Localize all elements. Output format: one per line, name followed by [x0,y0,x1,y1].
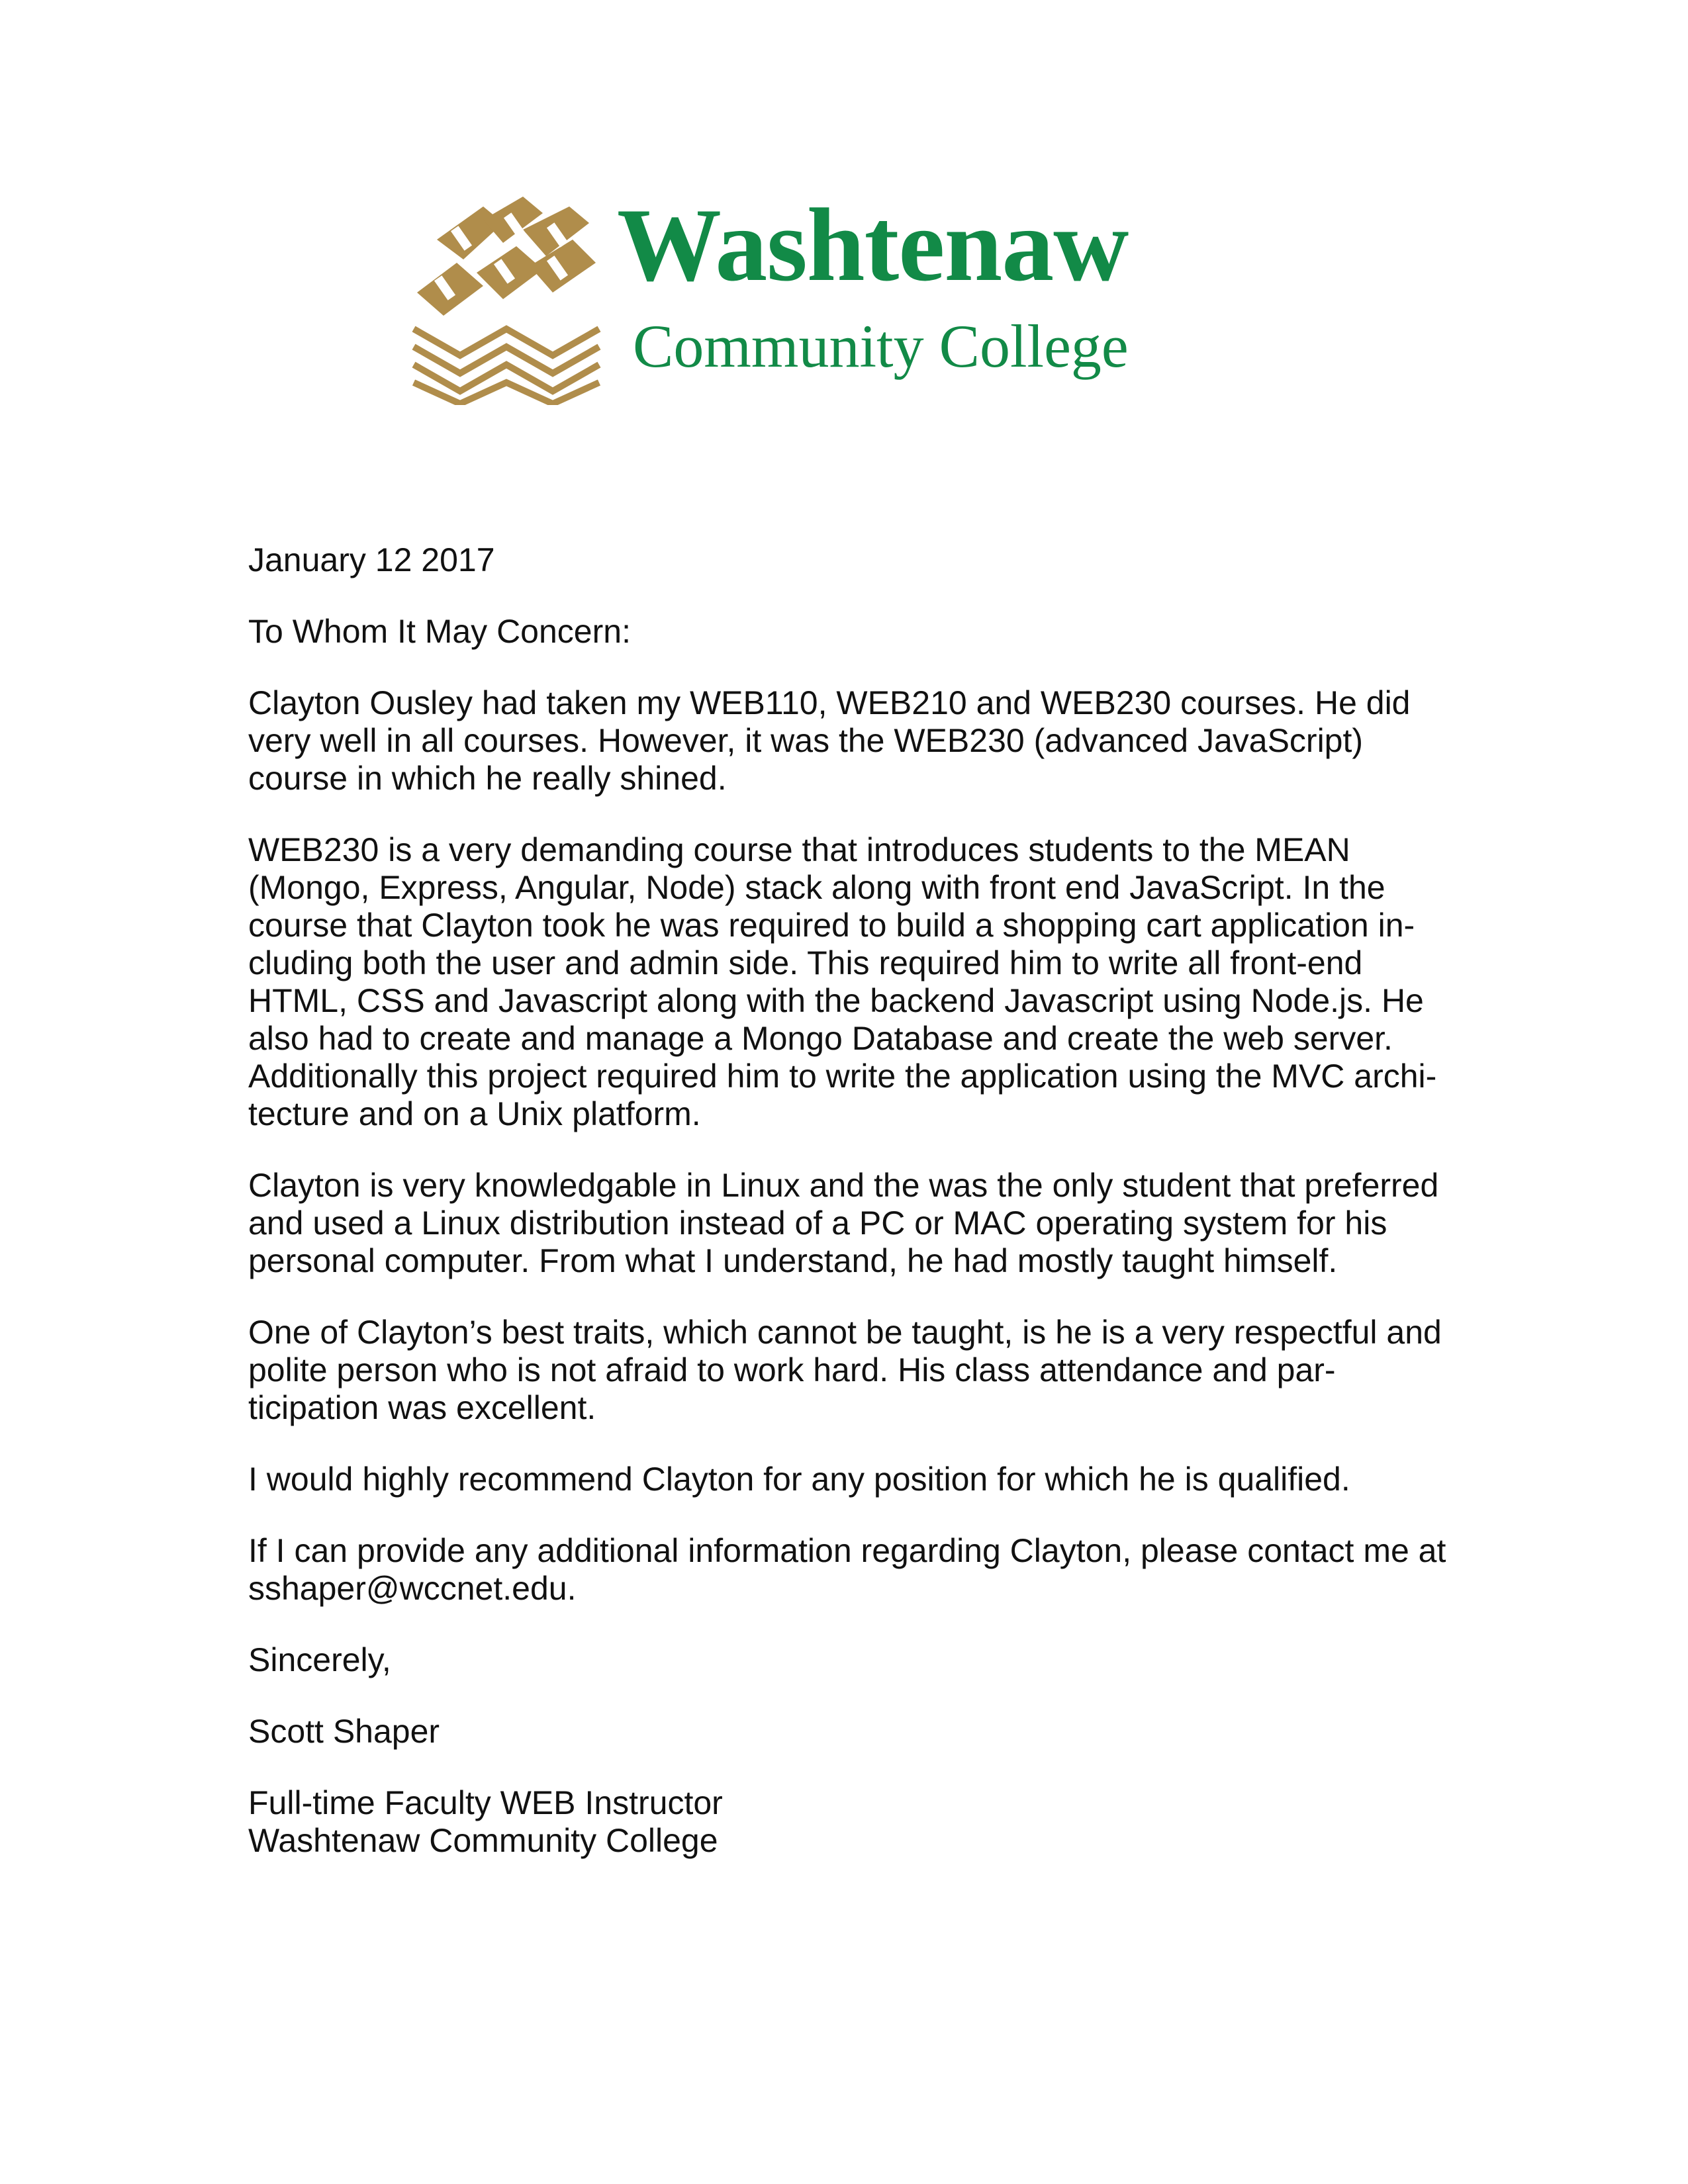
letter-body [248,541,1453,1860]
letter-salutation: To Whom It May Concern: [248,613,631,650]
letter-paragraph: WEB230 is a very demanding course that introduces students to the MEAN (Mongo, Express, Angular, Node) stack along with front end JavaScript. In the course that Clayton took he was required to build a shopping cart application in-cluding both the user and admin side. This required him to write all front-end HTML, CSS and Javascript along with the backend Javascript using Node.js. He also had to create and manage a Mongo Database and create the web server. Additionally this project required him to write the application using the MVC archi-tecture and on a Unix platform. [248,831,1437,1132]
logo-subtitle: Community College [633,312,1129,380]
letter-date: January 12 2017 [248,541,495,578]
signer-title: Full-time Faculty WEB Instructor [248,1784,723,1821]
college-logo [410,187,1271,405]
letter-paragraph: Clayton is very knowledgable in Linux and the was the only student that preferred and used a Linux distribution instead of a PC or MAC operating system for his personal computer. From what I understand, he had mostly taught himself. [248,1167,1439,1279]
signature-block [248,1784,1453,1860]
wcc-emblem-icon [410,193,602,405]
letter-paragraph: One of Clayton’s best traits, which cannot be taught, is he is a very respectful and polite person who is not afraid to work hard. His class attendance and par-ticipation was excellent. [248,1314,1442,1426]
letter-paragraph: I would highly recommend Clayton for any position for which he is qualified. [248,1461,1350,1498]
logo-name: Washtenaw [617,187,1129,303]
letter-paragraph: Clayton Ousley had taken my WEB110, WEB210 and WEB230 courses. He did very well in all courses. However, it was the WEB230 (advanced JavaScript) course in which he really shined. [248,684,1411,797]
signer-name: Scott Shaper [248,1713,440,1750]
letter-paragraph: If I can provide any additional information regarding Clayton, please contact me at sshaper@wccnet.edu. [248,1532,1446,1607]
signer-organization: Washtenaw Community College [248,1822,718,1859]
letter-closing: Sincerely, [248,1641,391,1678]
